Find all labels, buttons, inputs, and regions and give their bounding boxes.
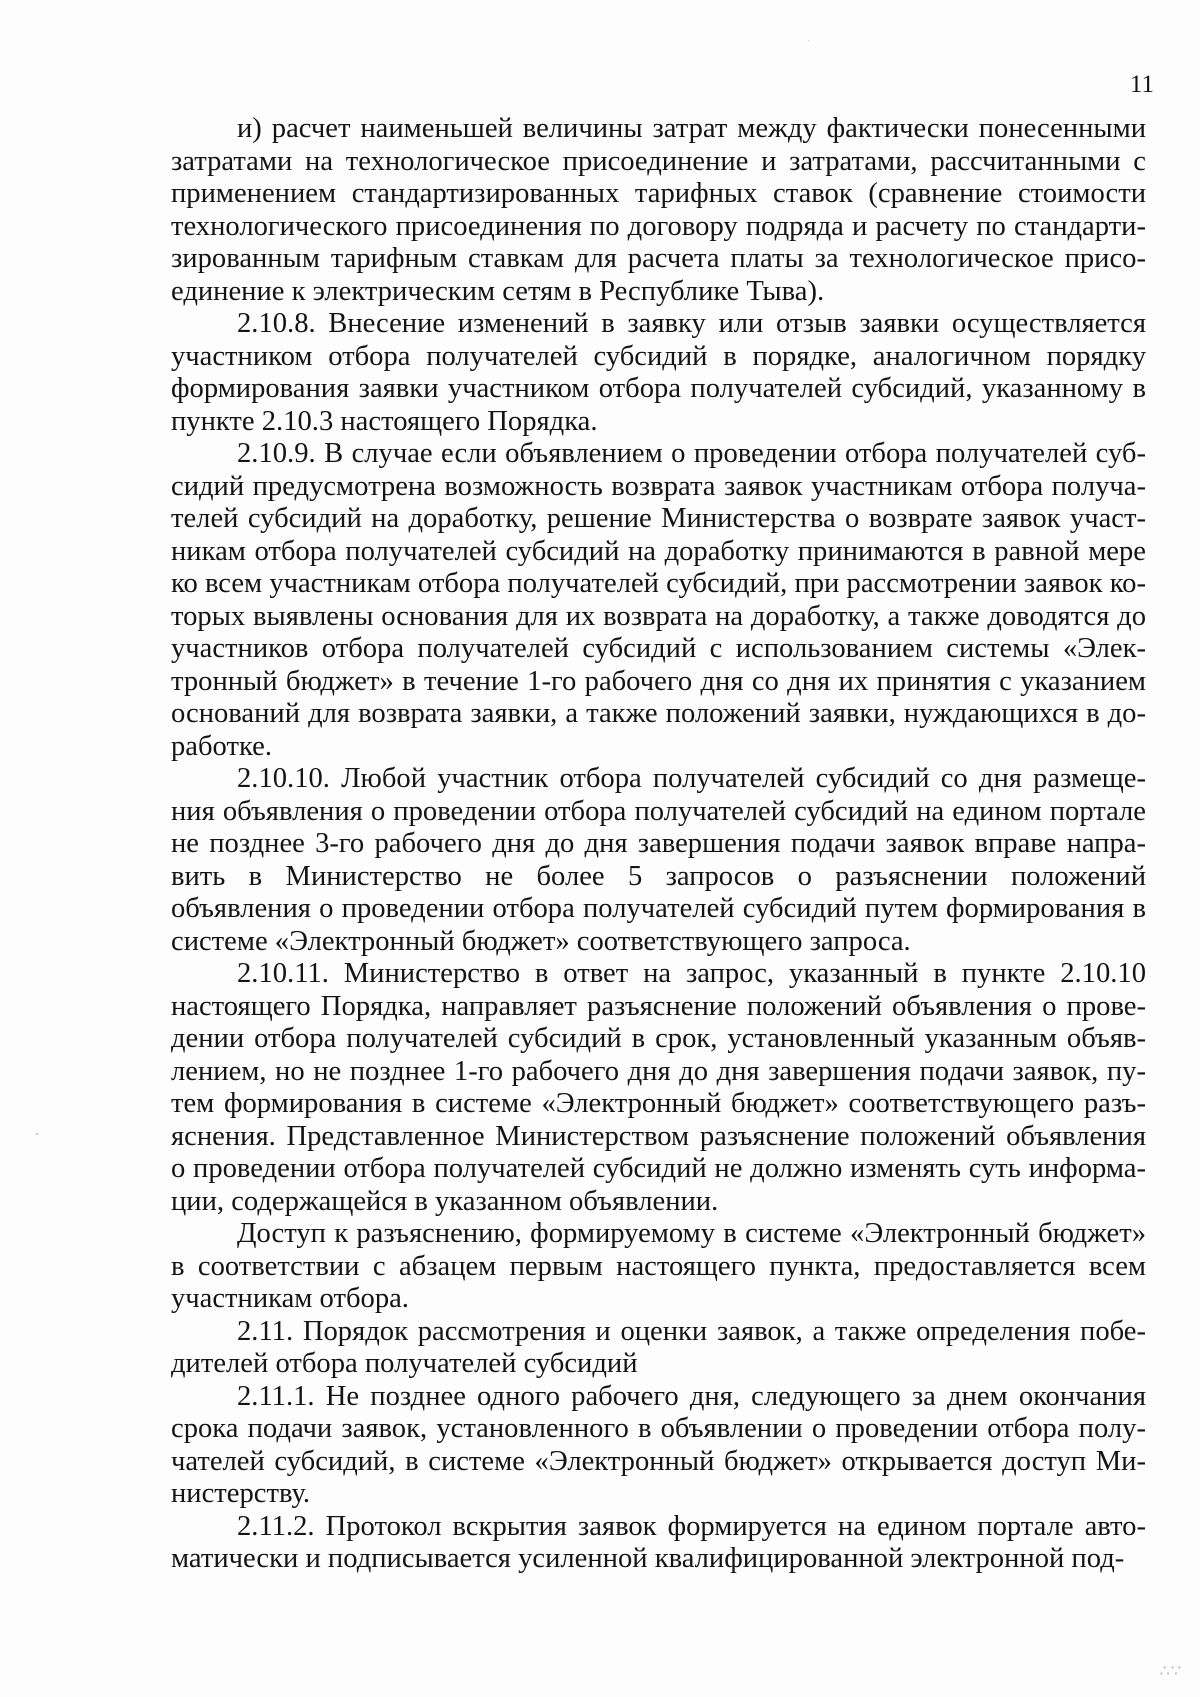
paragraph-item-i: и) расчет наименьшей величины затрат между фактически понесенными затратами на технологическое присоединение и затратами, рассчитанными с применением стандартизированных тарифных ставок (сравнение стоимости технологического присоединения по договору подряда и расчету по стандарти-зированным тарифным ставкам для расчета платы за технологическое присо-единение к электрическим сетям в Республике Тыва). xyxy=(171,113,1146,307)
page-number: 11 xyxy=(1129,71,1154,98)
document-body xyxy=(171,113,1146,1576)
paragraph-2-11-2: 2.11.2. Протокол вскрытия заявок формируется на едином портале авто-матически и подписывается усиленной квалифицированной электронной под- xyxy=(171,1510,1146,1574)
paragraph-2-10-9: 2.10.9. В случае если объявлением о проведении отбора получателей суб-сидий предусмотрена возможность возврата заявок участникам отбора получа-телей субсидий на доработку, решение Министерства о возврате заявок участ-никам отбора получателей субсидий на доработку принимаются в равной мере ко всем участникам отбора получателей субсидий, при рассмотрении заявок ко-торых выявлены основания для их возврата на доработку, а также доводятся до участников отбора получателей субсидий с использованием системы «Элек-тронный бюджет» в течение 1-го рабочего дня со дня их принятия с указанием оснований для возврата заявки, а также положений заявки, нуждающихся в до-работке. xyxy=(171,438,1146,762)
scan-artifact: ∴∵ xyxy=(1159,1663,1182,1680)
scan-speck xyxy=(808,40,809,41)
paragraph-2-11-1: 2.11.1. Не позднее одного рабочего дня, следующего за днем окончания срока подачи заявок, установленного в объявлении о проведении отбора полу-чателей субсидий, в системе «Электронный бюджет» открывается доступ Ми-нистерству. xyxy=(171,1380,1146,1509)
paragraph-access-clarification: Доступ к разъяснению, формируемому в системе «Электронный бюджет» в соответствии с абзацем первым настоящего пункта, предоставляется всем участникам отбора. xyxy=(171,1218,1146,1314)
scan-speck xyxy=(36,1133,38,1135)
section-heading-2-11: 2.11. Порядок рассмотрения и оценки заявок, а также определения побе-дителей отбора получателей субсидий xyxy=(171,1315,1146,1379)
paragraph-2-10-10: 2.10.10. Любой участник отбора получателей субсидий со дня размеще-ния объявления о проведении отбора получателей субсидий на едином портале не позднее 3-го рабочего дня до дня завершения подачи заявок вправе напра-вить в Министерство не более 5 запросов о разъяснении положений объявления о проведении отбора получателей субсидий путем формирования в системе «Электронный бюджет» соответствующего запроса. xyxy=(171,763,1146,957)
paragraph-2-10-11: 2.10.11. Министерство в ответ на запрос, указанный в пункте 2.10.10 настоящего Порядка, направляет разъяснение положений объявления о прове-дении отбора получателей субсидий в срок, установленный указанным объяв-лением, но не позднее 1-го рабочего дня до дня завершения подачи заявок, пу-тем формирования в системе «Электронный бюджет» соответствующего разъ-яснения. Представленное Министерством разъяснение положений объявления о проведении отбора получателей субсидий не должно изменять суть информа-ции, содержащейся в указанном объявлении. xyxy=(171,958,1146,1217)
paragraph-2-10-8: 2.10.8. Внесение изменений в заявку или отзыв заявки осуществляется участником отбора получателей субсидий в порядке, аналогичном порядку формирования заявки участником отбора получателей субсидий, указанному в пункте 2.10.3 настоящего Порядка. xyxy=(171,308,1146,437)
